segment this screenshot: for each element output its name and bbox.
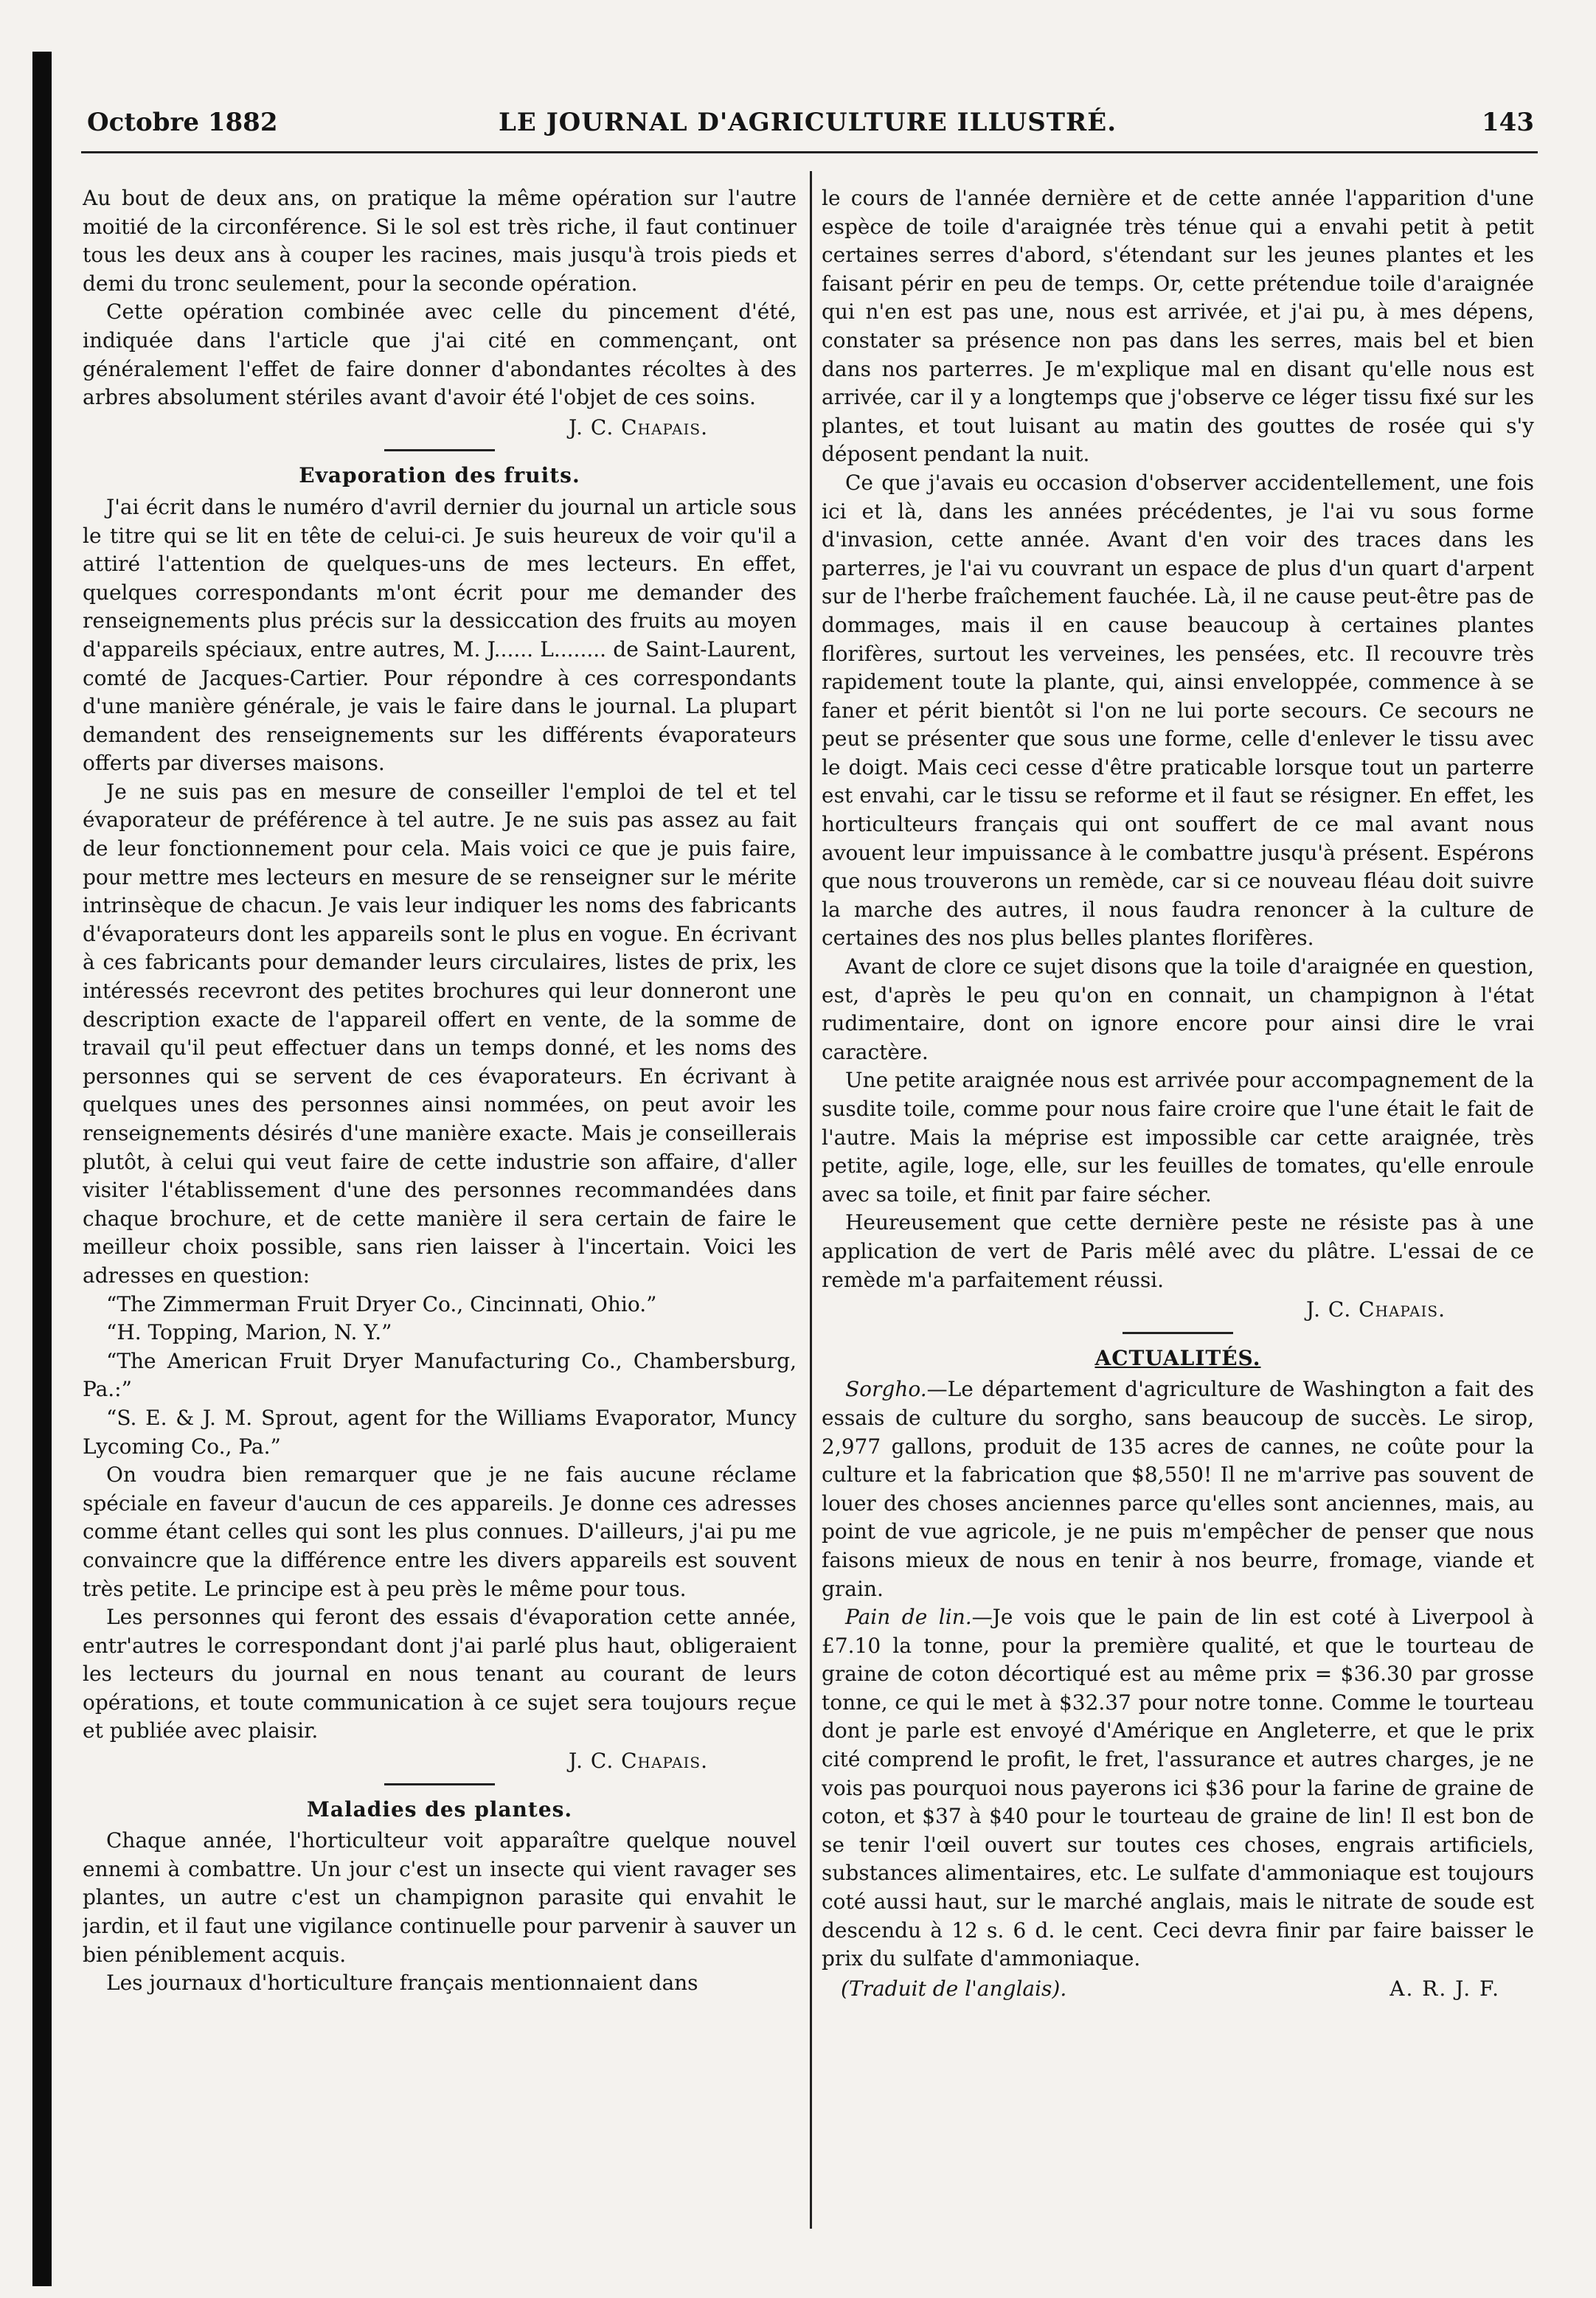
signature: J. C. Chapais. <box>569 414 708 440</box>
section-rule <box>384 1783 495 1785</box>
paragraph: Ce que j'avais eu occasion d'observer accidentellement, une fois ici et là, dans les années précédentes, je l'ai vu sous forme d'invasion, cette année. Avant d'en voir des traces dans les parterres, je l'ai vu couvrant un espace de plus d'un quart d'arpent sur de l'herbe fraîchement fauchée. Là, il ne cause peut-être pas de dommages, mais il en cause beaucoup à certaines plantes florifères, surtout les verveines, les pensées, etc. Il recouvre très rapidement toute la plante, qui, ainsi enveloppée, commence à se faner et périt bientôt si l'on ne lui porte secours. Ce secours ne peut se présenter que sous une forme, celle d'enlever le tissu avec le doigt. Mais ceci cesse d'être praticable lorsque tout un parterre est envahi, car le tissu se reforme et il faut se résigner. En effet, les horticulteurs français qui ont souffert de ce mal avant nous avouent leur impuissance à le combattre jusqu'à présent. Espérons que nous trouverons un remède, car si ce nouveau fléau doit suivre la marche des autres, il nous faudra renoncer à la culture de certaines des nos plus belles plantes florifères. <box>822 470 1534 951</box>
address-line: “The Zimmerman Fruit Dryer Co., Cincinnati, Ohio.” <box>106 1291 657 1316</box>
translated-note: (Traduit de l'anglais). <box>841 1976 1067 2001</box>
issue-date: Octobre 1882 <box>87 108 278 137</box>
author-initials: A. R. J. F. <box>1389 1976 1500 2001</box>
paragraph: Les journaux d'horticulture français mentionnaient dans <box>106 1971 698 1996</box>
section-rule <box>1123 1332 1233 1334</box>
paragraph: Une petite araignée nous est arrivée pour accompagnement de la susdite toile, comme pour nous faire croire que l'une était le fait de l'autre. Mais la méprise est impossible car cette araignée, très petite, agile, loge, elle, sur les feuilles de tomates, qu'elle enroule avec sa toile, et finit par faire sécher. <box>822 1068 1534 1207</box>
translation-credit <box>822 1975 1534 2004</box>
paragraph: Au bout de deux ans, on pratique la même opération sur l'autre moitié de la circonférence. Si le sol est très riche, il faut continuer tous les deux ans à couper les racines, mais jusqu'à trois pieds et demi du tronc seulement, pour la seconde opération. <box>83 186 797 296</box>
address-line: “The American Fruit Dryer Manufacturing Co., Chambersburg, Pa.:” <box>83 1348 797 1402</box>
column-divider <box>810 171 812 2229</box>
right-column <box>822 184 1534 2271</box>
paragraph: J'ai écrit dans le numéro d'avril dernier du journal un article sous le titre qui se lit en tête de celui-ci. Je suis heureux de voir qu'il a attiré l'attention de quelques-uns de mes lecteurs. En effet, quelques correspondants m'ont écrit pour me demander des renseignements plus précis sur la dessiccation des fruits au moyen d'appareils spéciaux, entre autres, M. J...... L........ de Saint-Laurent, comté de Jacques-Cartier. Pour répondre à ces correspondants d'une manière générale, je vais le faire dans le journal. La plupart demandent des renseignements sur les différents évaporateurs offerts par diverses maisons. <box>83 494 797 776</box>
section-title-evaporation: Evaporation des fruits. <box>299 463 580 488</box>
paragraph: On voudra bien remarquer que je ne fais aucune réclame spéciale en faveur d'aucun de ces appareils. Je donne ces adresses comme étant celles qui sont les plus connues. D'ailleurs, j'ai pu me convaincre que la différence entre les divers appareils est souvent très petite. Le principe est à peu près le même pour tous. <box>83 1462 797 1601</box>
signature: J. C. Chapais. <box>569 1749 708 1774</box>
binding-shadow <box>32 52 52 2286</box>
page-number: 143 <box>1482 108 1534 137</box>
paragraph: Je ne suis pas en mesure de conseiller l'emploi de tel et tel évaporateur de préférence à tel autre. Je ne suis pas assez au fait de leur fonctionnement pour cela. Mais voici ce que je puis faire, pour mettre mes lecteurs en mesure de se renseigner sur le mérite intrinsèque de chacun. Je vais leur indiquer les noms des fabricants d'évaporateurs dont les appareils sont le plus en vogue. En écrivant à ces fabricants pour demander leurs circulaires, listes de prix, les intéressés recevront des petites brochures qui leur donneront une description exacte de l'appareil offert en vente, de la somme de travail qu'il peut effectuer dans un temps donné, et les noms des personnes qui se servent de ces évaporateurs. En écrivant à quelques unes des personnes ainsi nommées, on peut avoir les renseignements désirés d'une manière exacte. Mais je conseillerais plutôt, à celui qui veut faire de cette industrie son affaire, d'aller visiter l'établissement d'une des personnes recommandées dans chaque brochure, et de cette manière il sera certain de faire le meilleur choix possible, sans rien laisser à l'incertain. Voici les adresses en question: <box>83 779 797 1288</box>
journal-title: LE JOURNAL D'AGRICULTURE ILLUSTRÉ. <box>498 108 1117 137</box>
paragraph: Chaque année, l'horticulteur voit apparaître quelque nouvel ennemi à combattre. Un jour c'est un insecte qui vient ravager ses plantes, un autre c'est un champignon parasite qui envahit le jardin, et il faut une vigilance continuelle pour parvenir à sauver un bien péniblement acquis. <box>83 1828 797 1967</box>
page-header <box>74 103 1541 147</box>
address-line: “S. E. & J. M. Sprout, agent for the Williams Evaporator, Muncy Lycoming Co., Pa.” <box>83 1405 797 1459</box>
paragraph: le cours de l'année dernière et de cette année l'apparition d'une espèce de toile d'araignée très ténue qui a envahi petit à petit certaines serres d'abord, s'étendant sur les jeunes plantes et les faisant périr en peu de temps. Or, cette prétendue toile d'araignée qui n'en est pas une, nous est arrivée, et j'ai pu, à mes dépens, constater sa présence non pas dans les serres, mais bel et bien dans nos parterres. Je m'explique mal en disant qu'elle nous est arrivée, car il y a longtemps que j'observe ce léger tissu fixé sur les plantes, et tout luisant au matin des gouttes de rosée qui s'y déposent pendant la nuit. <box>822 186 1534 467</box>
address-line: “H. Topping, Marion, N. Y.” <box>106 1320 392 1345</box>
news-item-lin <box>822 1603 1534 1974</box>
news-lead: Pain de lin. <box>845 1605 972 1630</box>
signature: J. C. Chapais. <box>1306 1297 1446 1322</box>
news-text: —Je vois que le pain de lin est coté à Liverpool à £7.10 la tonne, pour la première qualité, et que le tourteau de graine de coton décortiqué est au même prix = $36.30 par grosse tonne, ce qui le met à $32.37 pour notre tonne. Comme le tourteau dont je parle est envoyé d'Amérique en Angleterre, et que le prix cité comprend le profit, le fret, l'assurance et autres charges, je ne vois pas pourquoi nous payerons ici $36 pour la farine de graine de coton, et $37 à $40 pour le tourteau de graine de lin! Il est bon de se tenir l'œil ouvert sur toutes ces choses, engrais artificiels, substances alimentaires, etc. Le sulfate d'ammoniaque est toujours coté aussi haut, sur le marché anglais, mais le nitrate de soude est descendu à 12 s. 6 d. le cent. Ceci devra finir par faire baisser le prix du sulfate d'ammoniaque. <box>822 1605 1534 1971</box>
section-title-actualites: ACTUALITÉS. <box>1094 1345 1261 1370</box>
news-text: —Le département d'agriculture de Washington a fait des essais de culture du sorgho, sans beaucoup de succès. Le sirop, 2,977 gallons, produit de 135 acres de cannes, ne coûte pour la culture et la fabrication que $8,550! Il ne m'arrive pas souvent de louer des choses anciennes parce qu'elles sont anciennes, mais, au point de vue agricole, je ne puis m'empêcher de penser que nous faisons mieux de nous en tenir à nos beurre, fromage, viande et grain. <box>822 1377 1534 1601</box>
header-rule <box>81 151 1538 153</box>
paragraph: Heureusement que cette dernière peste ne résiste pas à une application de vert de Paris mêlé avec du plâtre. L'essai de ce remède m'a parfaitement réussi. <box>822 1210 1534 1292</box>
news-lead: Sorgho. <box>845 1377 927 1402</box>
left-column <box>83 184 797 2271</box>
news-item-sorgho <box>822 1375 1534 1603</box>
paragraph: Avant de clore ce sujet disons que la toile d'araignée en question, est, d'après le peu qu'on en connait, un champignon à l'état rudimentaire, dont on ignore encore pour ainsi dire le vrai caractère. <box>822 954 1534 1064</box>
paragraph: Cette opération combinée avec celle du pincement d'été, indiquée dans l'article que j'ai cité en commençant, ont généralement l'effet de faire donner d'abondantes récoltes à des arbres absolument stériles avant d'avoir été l'objet de ces soins. <box>83 299 797 410</box>
section-rule <box>384 449 495 451</box>
section-title-maladies: Maladies des plantes. <box>306 1797 573 1822</box>
paragraph: Les personnes qui feront des essais d'évaporation cette année, entr'autres le correspondant dont j'ai parlé plus haut, obligeraient les lecteurs du journal en nous tenant au courant de leurs opérations, et toute communication à ce sujet sera toujours reçue et publiée avec plaisir. <box>83 1605 797 1743</box>
